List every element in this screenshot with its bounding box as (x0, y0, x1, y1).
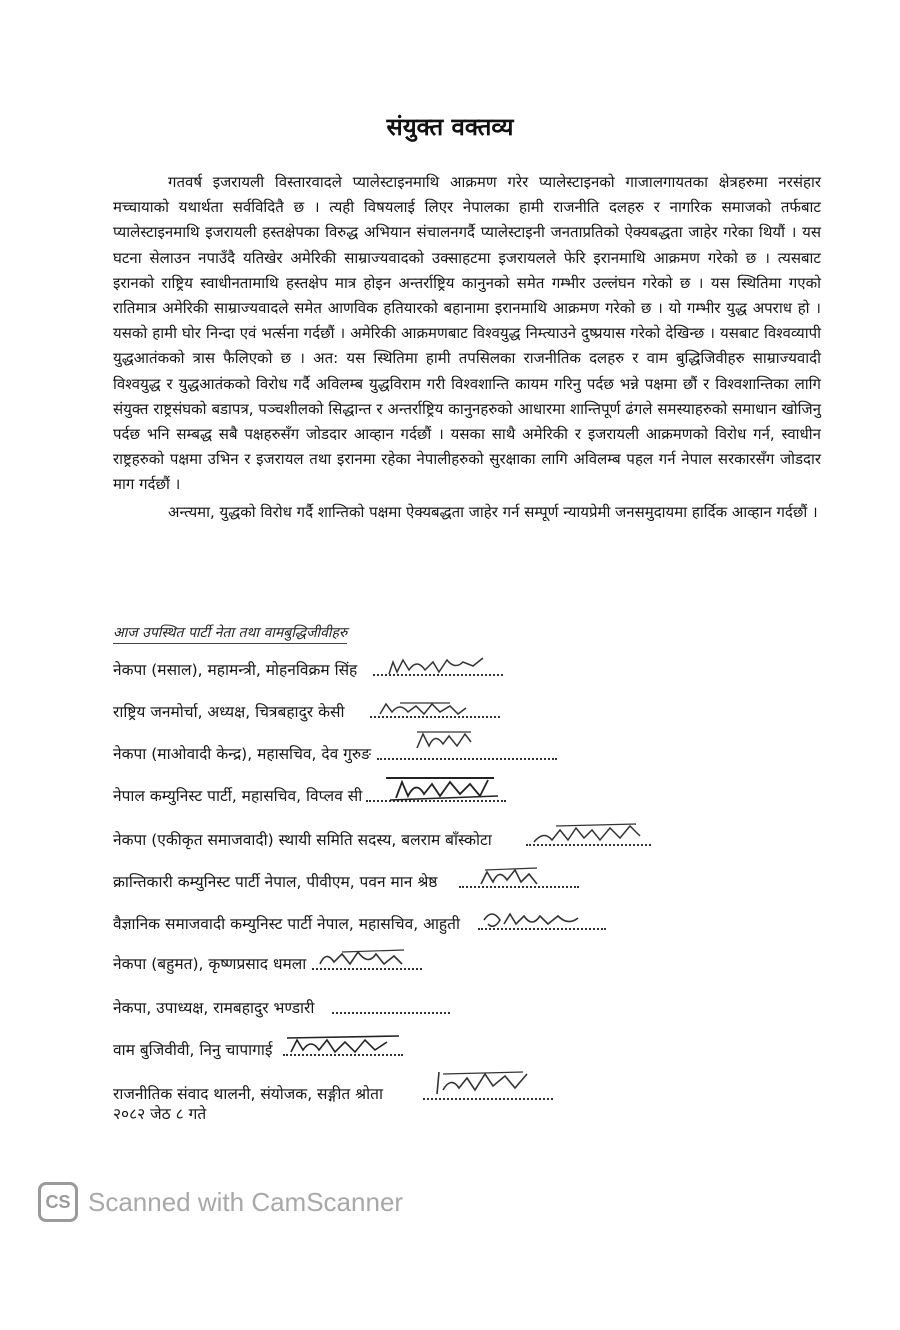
signatory-row (113, 734, 813, 764)
handwritten-signature (312, 944, 422, 972)
signature-line (373, 654, 503, 680)
signature-line (526, 824, 651, 850)
handwritten-signature (526, 820, 651, 848)
signatory-row (113, 904, 813, 934)
handwritten-signature (373, 652, 493, 678)
signatory-row (113, 862, 813, 892)
signatory-name: नेकपा (मसाल), महामन्त्री, मोहनविक्रम सिंह (113, 661, 358, 679)
signatory-row (113, 1074, 813, 1104)
signatory-row (113, 692, 813, 722)
signatory-row (113, 776, 813, 806)
signatory-name: नेकपा (एकीकृत समाजवादी) स्थायी समिति सदस्य, बलराम बाँस्कोटा (113, 831, 492, 849)
signatory-name: नेपाल कम्युनिस्ट पार्टी, महासचिव, विप्लव सी (113, 787, 363, 805)
signature-line (478, 908, 606, 934)
handwritten-signature (478, 904, 606, 932)
signatory-name: राजनीतिक संवाद थालनी, संयोजक, सङ्गीत श्रोता (113, 1085, 383, 1103)
statement-paragraph-2: अन्त्यमा, युद्धको विरोध गर्दै शान्तिको पक्षमा ऐक्यबद्धता जाहेर गर्न सम्पूर्ण न्यायप्रेमी जनसमुदायमा हार्दिक आव्हान गर्दछौं । (168, 502, 818, 521)
handwritten-signature (423, 1066, 553, 1100)
attendees-heading: आज उपस्थित पार्टी नेता तथा वामबुद्धिजीवीहरु (113, 623, 347, 644)
document-title: संयुक्त वक्तव्य (386, 112, 514, 141)
signature-line (283, 1034, 403, 1060)
signature-line (423, 1078, 553, 1104)
signatory-name: नेकपा (माओवादी केन्द्र), महासचिव, देव गुरुङ (113, 745, 372, 763)
signatory-row (113, 988, 813, 1018)
signatory-name: वैज्ञानिक समाजवादी कम्युनिस्ट पार्टी नेपाल, महासचिव, आहुती (113, 915, 460, 933)
signatory-row (113, 944, 813, 974)
handwritten-signature (377, 724, 497, 758)
signatory-name: नेकपा, उपाध्यक्ष, रामबहादुर भण्डारी (113, 999, 315, 1017)
signature-line (312, 948, 422, 974)
watermark-text: Scanned with CamScanner (88, 1186, 404, 1217)
signatory-row (113, 1030, 813, 1060)
signatory-row (113, 650, 813, 680)
signatory-name: वाम बुजिवीवी, निनु चापागाई (113, 1041, 273, 1059)
signatory-name: नेकपा (बहुमत), कृष्णप्रसाद धमला (113, 955, 307, 973)
handwritten-signature (366, 774, 506, 804)
signatory-name: राष्ट्रिय जनमोर्चा, अध्यक्ष, चित्रबहादुर केसी (113, 703, 345, 721)
signature-line (332, 992, 450, 1018)
document-date: २०८२ जेठ ८ गते (113, 1105, 207, 1123)
statement-paragraph-1: गतवर्ष इजरायली विस्तारवादले प्यालेस्टाइनमाथि आक्रमण गरेर प्यालेस्टाइनको गाजालगायतका क्षेत्रहरुमा नरसंहार मच्चायाको यथार्थता सर्वविदितै छ । त्यही विषयलाई लिएर नेपालका हामी राजनीति दलहरु र नागरिक समाजको तर्फबाट प्यालेस्टाइनमाथि इजरायली हस्तक्षेपका विरुद्ध अभियान संचालनगर्दै प्यालेस्टाइनी जनताप्रतिको ऐक्यबद्धता जाहेर गरेका थियौं । यस घटना सेलाउन नपाउँदै यतिखेर अमेरिकी साम्राज्यवादको उक्साहटमा इजरायलले फेरि इरानमाथि आक्रमण गरेको छ । त्यसबाट इरानको राष्ट्रिय स्वाधीनतामाथि हस्तक्षेप मात्र होइन अन्तर्राष्ट्रिय कानुनको समेत गम्भीर उल्लंघन गरेको छ । यस स्थितिमा गएको रातिमात्र अमेरिकी साम्राज्यवादले समेत आणविक हतियारको बहानामा इरानमाथि आक्रमण गरेको छ । यो गम्भीर युद्ध अपराध हो । यसको हामी घोर निन्दा एवं भर्त्सना गर्दछौं । अमेरिकी आक्रमणबाट विश्वयुद्ध निम्त्याउने दुष्प्रयास गरेको देखिन्छ । यसबाट विश्वव्यापी युद्धआतंकको त्रास फैलिएको छ । अत: यस स्थितिमा हामी तपसिलका राजनीतिक दलहरु र वाम बुद्धिजिवीहरु साम्राज्यवादी विश्वयुद्ध र युद्धआतंकको विरोध गर्दै अविलम्ब युद्धविराम गरी विश्वशान्ति कायम गरिनु पर्दछ भन्ने पक्षमा छौं र विश्वशान्तिका लागि संयुक्त राष्ट्रसंघको बडापत्र, पञ्चशीलको सिद्धान्त र अन्तर्राष्ट्रिय कानुनहरुको आधारमा शान्तिपूर्ण ढंगले समस्याहरुको समाधान खोजिनु पर्दछ भनि सम्बद्ध सबै पक्षहरुसँग जोडदार आव्हान गर्दछौं । यसका साथै अमेरिकी र इजरायली आक्रमणको विरोध गर्न, स्वाधीन राष्ट्रहरुको पक्षमा उभिन र इजरायल तथा इरानमा रहेका नेपालीहरुको सुरक्षाका लागि अविलम्ब पहल गर्न नेपाल सरकारसँग जोडदार माग गर्दछौं । (113, 173, 821, 494)
handwritten-signature (370, 694, 490, 720)
camscanner-logo-icon: CS (38, 1182, 78, 1222)
signatory-name: क्रान्तिकारी कम्युनिस्ट पार्टी नेपाल, पीवीएम, पवन मान श्रेष्ठ (113, 873, 438, 891)
signatory-row (113, 820, 813, 850)
handwritten-signature (283, 1030, 403, 1058)
statement-body (113, 170, 821, 525)
signature-line (370, 696, 500, 722)
handwritten-signature (459, 862, 579, 890)
signature-line (377, 738, 557, 764)
signature-line (459, 866, 579, 892)
signature-line (366, 780, 506, 806)
camscanner-watermark (38, 1182, 403, 1222)
